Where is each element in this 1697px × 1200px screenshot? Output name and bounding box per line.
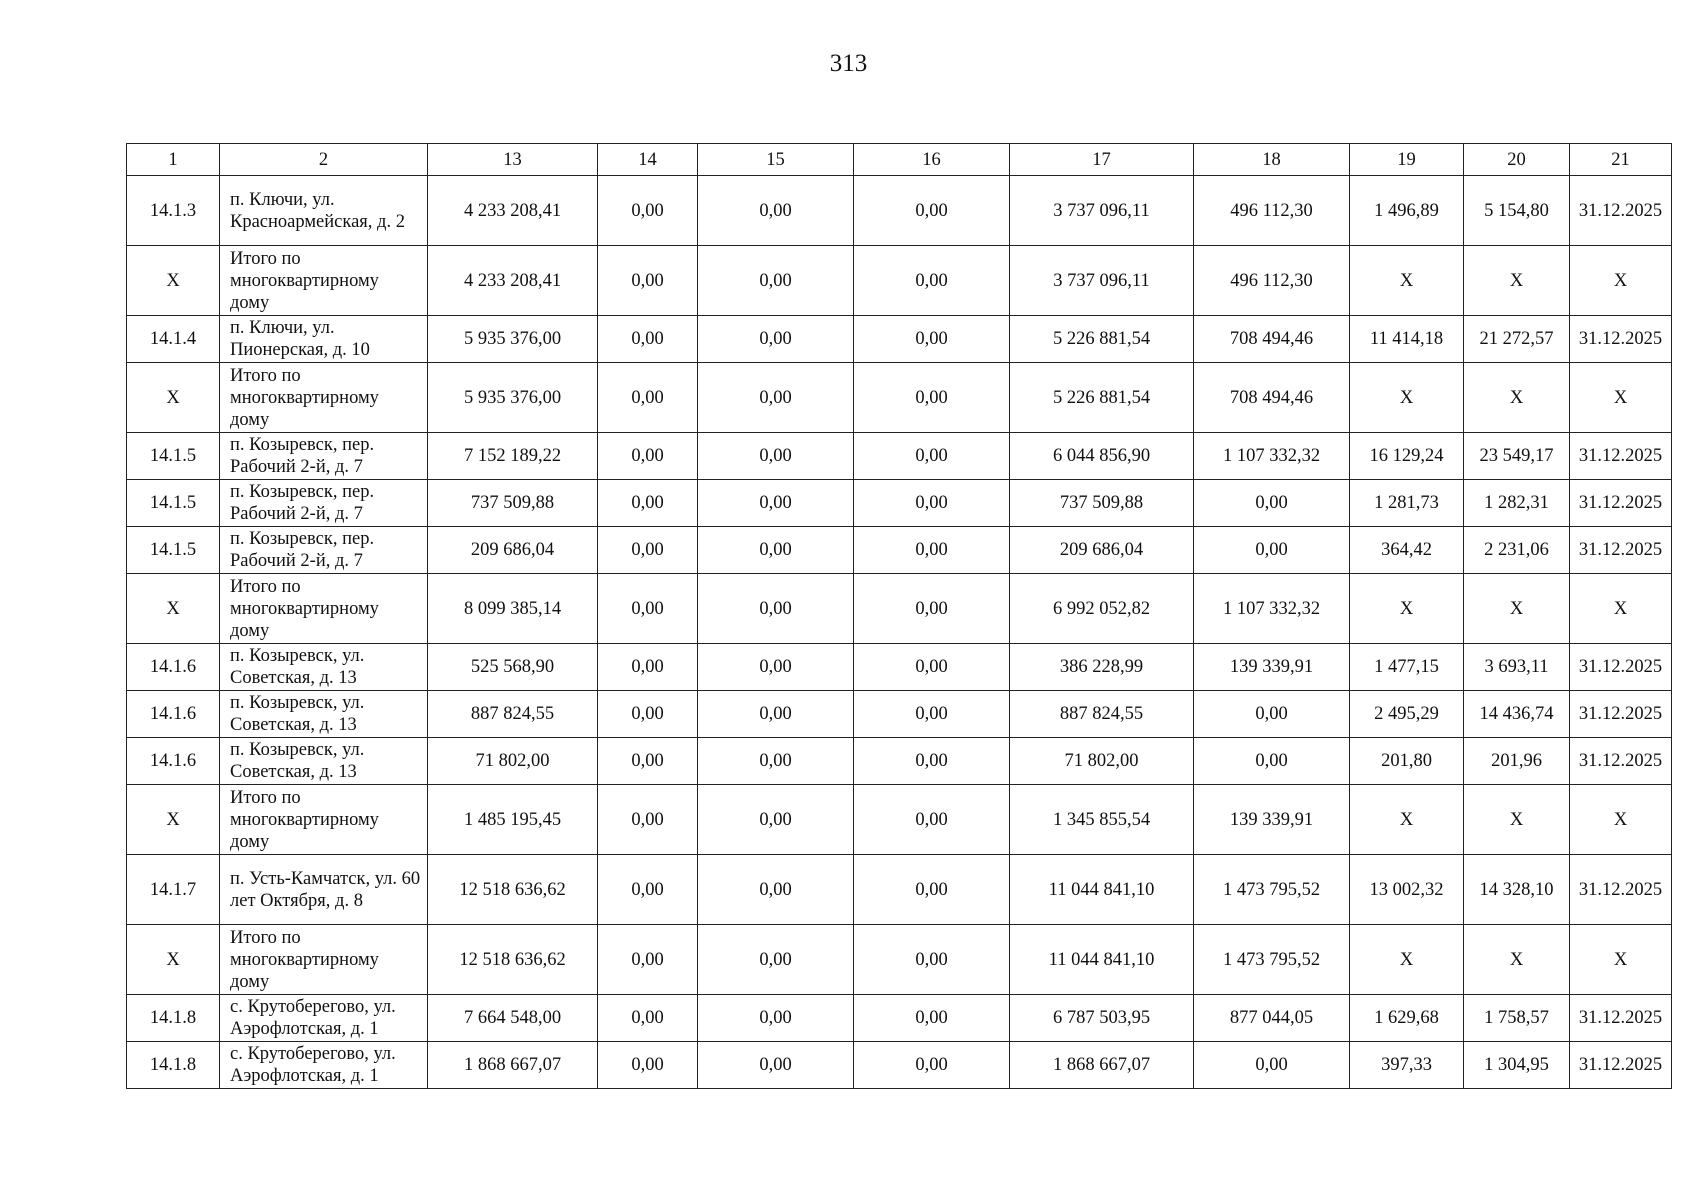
- column-header: 17: [1010, 144, 1194, 176]
- col-20-value: X: [1464, 574, 1570, 644]
- col-16-value: 0,00: [854, 995, 1010, 1042]
- table-row: [127, 176, 1672, 246]
- address: п. Козыревск, ул. Советская, д. 13: [220, 644, 428, 691]
- col-15-value: 0,00: [698, 855, 854, 925]
- col-15-value: 0,00: [698, 316, 854, 363]
- address: Итого по многоквартирному дому: [220, 574, 428, 644]
- col-15-value: 0,00: [698, 644, 854, 691]
- table-row: [127, 644, 1672, 691]
- col-13-value: 7 664 548,00: [428, 995, 598, 1042]
- col-20-value: X: [1464, 925, 1570, 995]
- col-13-value: 5 935 376,00: [428, 316, 598, 363]
- column-header: 18: [1194, 144, 1350, 176]
- col-16-value: 0,00: [854, 1042, 1010, 1089]
- col-16-value: 0,00: [854, 855, 1010, 925]
- col-19-value: X: [1350, 925, 1464, 995]
- col-17-value: 386 228,99: [1010, 644, 1194, 691]
- col-18-value: 1 473 795,52: [1194, 855, 1350, 925]
- col-15-value: 0,00: [698, 574, 854, 644]
- table-row: [127, 995, 1672, 1042]
- col-13-value: 4 233 208,41: [428, 246, 598, 316]
- col-17-value: 3 737 096,11: [1010, 246, 1194, 316]
- address: п. Усть-Камчатск, ул. 60 лет Октября, д. 8: [220, 855, 428, 925]
- col-18-value: 1 107 332,32: [1194, 574, 1350, 644]
- col-15-value: 0,00: [698, 363, 854, 433]
- col-15-value: 0,00: [698, 691, 854, 738]
- col-19-value: 16 129,24: [1350, 433, 1464, 480]
- item-number: 14.1.6: [127, 738, 220, 785]
- address: п. Козыревск, ул. Советская, д. 13: [220, 738, 428, 785]
- table-row: [127, 480, 1672, 527]
- col-19-value: 1 477,15: [1350, 644, 1464, 691]
- address: п. Ключи, ул. Красноармейская, д. 2: [220, 176, 428, 246]
- deadline-date: X: [1570, 785, 1672, 855]
- column-header: 15: [698, 144, 854, 176]
- col-19-value: 397,33: [1350, 1042, 1464, 1089]
- col-13-value: 209 686,04: [428, 527, 598, 574]
- col-19-value: X: [1350, 363, 1464, 433]
- col-17-value: 11 044 841,10: [1010, 855, 1194, 925]
- col-15-value: 0,00: [698, 738, 854, 785]
- col-19-value: 364,42: [1350, 527, 1464, 574]
- deadline-date: 31.12.2025: [1570, 855, 1672, 925]
- deadline-date: 31.12.2025: [1570, 316, 1672, 363]
- column-header: 13: [428, 144, 598, 176]
- item-number: 14.1.8: [127, 995, 220, 1042]
- col-20-value: 3 693,11: [1464, 644, 1570, 691]
- address: п. Козыревск, пер. Рабочий 2-й, д. 7: [220, 480, 428, 527]
- col-18-value: 0,00: [1194, 691, 1350, 738]
- col-19-value: 1 629,68: [1350, 995, 1464, 1042]
- col-15-value: 0,00: [698, 433, 854, 480]
- col-13-value: 71 802,00: [428, 738, 598, 785]
- column-header: 14: [598, 144, 698, 176]
- col-18-value: 0,00: [1194, 527, 1350, 574]
- column-header: 21: [1570, 144, 1672, 176]
- table-row: [127, 1042, 1672, 1089]
- col-20-value: X: [1464, 246, 1570, 316]
- col-14-value: 0,00: [598, 574, 698, 644]
- col-14-value: 0,00: [598, 176, 698, 246]
- col-17-value: 1 345 855,54: [1010, 785, 1194, 855]
- col-20-value: 2 231,06: [1464, 527, 1570, 574]
- col-16-value: 0,00: [854, 785, 1010, 855]
- col-14-value: 0,00: [598, 995, 698, 1042]
- col-14-value: 0,00: [598, 1042, 698, 1089]
- item-number: 14.1.7: [127, 855, 220, 925]
- item-number: X: [127, 574, 220, 644]
- col-18-value: 1 473 795,52: [1194, 925, 1350, 995]
- col-15-value: 0,00: [698, 1042, 854, 1089]
- col-17-value: 6 044 856,90: [1010, 433, 1194, 480]
- col-19-value: X: [1350, 574, 1464, 644]
- table-row: [127, 855, 1672, 925]
- col-18-value: 1 107 332,32: [1194, 433, 1350, 480]
- address: п. Козыревск, пер. Рабочий 2-й, д. 7: [220, 527, 428, 574]
- deadline-date: 31.12.2025: [1570, 995, 1672, 1042]
- col-18-value: 708 494,46: [1194, 363, 1350, 433]
- address: Итого по многоквартирному дому: [220, 785, 428, 855]
- col-14-value: 0,00: [598, 785, 698, 855]
- address: с. Крутоберегово, ул. Аэрофлотская, д. 1: [220, 995, 428, 1042]
- item-number: 14.1.5: [127, 480, 220, 527]
- col-20-value: 5 154,80: [1464, 176, 1570, 246]
- col-17-value: 1 868 667,07: [1010, 1042, 1194, 1089]
- col-20-value: 1 282,31: [1464, 480, 1570, 527]
- col-18-value: 877 044,05: [1194, 995, 1350, 1042]
- item-number: X: [127, 246, 220, 316]
- col-13-value: 12 518 636,62: [428, 855, 598, 925]
- col-14-value: 0,00: [598, 363, 698, 433]
- col-14-value: 0,00: [598, 527, 698, 574]
- col-16-value: 0,00: [854, 363, 1010, 433]
- col-16-value: 0,00: [854, 246, 1010, 316]
- address: Итого по многоквартирному дому: [220, 246, 428, 316]
- table-row: [127, 316, 1672, 363]
- item-number: 14.1.6: [127, 691, 220, 738]
- col-15-value: 0,00: [698, 925, 854, 995]
- column-header: 16: [854, 144, 1010, 176]
- column-header: 2: [220, 144, 428, 176]
- col-20-value: 21 272,57: [1464, 316, 1570, 363]
- col-13-value: 7 152 189,22: [428, 433, 598, 480]
- address: Итого по многоквартирному дому: [220, 925, 428, 995]
- column-header: 20: [1464, 144, 1570, 176]
- col-14-value: 0,00: [598, 925, 698, 995]
- item-number: 14.1.5: [127, 527, 220, 574]
- col-17-value: 5 226 881,54: [1010, 316, 1194, 363]
- table-row: [127, 246, 1672, 316]
- col-15-value: 0,00: [698, 995, 854, 1042]
- item-number: X: [127, 925, 220, 995]
- col-13-value: 1 485 195,45: [428, 785, 598, 855]
- col-19-value: X: [1350, 246, 1464, 316]
- col-18-value: 0,00: [1194, 480, 1350, 527]
- table-row: [127, 785, 1672, 855]
- col-17-value: 3 737 096,11: [1010, 176, 1194, 246]
- col-14-value: 0,00: [598, 433, 698, 480]
- item-number: 14.1.6: [127, 644, 220, 691]
- col-20-value: X: [1464, 785, 1570, 855]
- col-17-value: 737 509,88: [1010, 480, 1194, 527]
- col-13-value: 737 509,88: [428, 480, 598, 527]
- deadline-date: 31.12.2025: [1570, 1042, 1672, 1089]
- col-15-value: 0,00: [698, 480, 854, 527]
- deadline-date: 31.12.2025: [1570, 644, 1672, 691]
- col-17-value: 209 686,04: [1010, 527, 1194, 574]
- col-15-value: 0,00: [698, 785, 854, 855]
- col-18-value: 0,00: [1194, 738, 1350, 785]
- col-19-value: 1 281,73: [1350, 480, 1464, 527]
- deadline-date: 31.12.2025: [1570, 176, 1672, 246]
- item-number: X: [127, 363, 220, 433]
- col-16-value: 0,00: [854, 316, 1010, 363]
- col-14-value: 0,00: [598, 691, 698, 738]
- col-17-value: 11 044 841,10: [1010, 925, 1194, 995]
- table-row: [127, 527, 1672, 574]
- column-header: 1: [127, 144, 220, 176]
- col-18-value: 496 112,30: [1194, 246, 1350, 316]
- header-row: [127, 144, 1672, 176]
- col-15-value: 0,00: [698, 176, 854, 246]
- col-20-value: 201,96: [1464, 738, 1570, 785]
- item-number: 14.1.3: [127, 176, 220, 246]
- col-19-value: 11 414,18: [1350, 316, 1464, 363]
- table-row: [127, 433, 1672, 480]
- deadline-date: 31.12.2025: [1570, 527, 1672, 574]
- col-20-value: 14 328,10: [1464, 855, 1570, 925]
- col-13-value: 12 518 636,62: [428, 925, 598, 995]
- deadline-date: 31.12.2025: [1570, 738, 1672, 785]
- col-14-value: 0,00: [598, 316, 698, 363]
- item-number: X: [127, 785, 220, 855]
- deadline-date: X: [1570, 363, 1672, 433]
- table-row: [127, 738, 1672, 785]
- item-number: 14.1.5: [127, 433, 220, 480]
- deadline-date: 31.12.2025: [1570, 433, 1672, 480]
- col-20-value: 1 304,95: [1464, 1042, 1570, 1089]
- item-number: 14.1.8: [127, 1042, 220, 1089]
- col-13-value: 887 824,55: [428, 691, 598, 738]
- col-18-value: 708 494,46: [1194, 316, 1350, 363]
- table-row: [127, 691, 1672, 738]
- data-table: [126, 143, 1672, 1089]
- table-row: [127, 363, 1672, 433]
- table-row: [127, 925, 1672, 995]
- col-13-value: 525 568,90: [428, 644, 598, 691]
- deadline-date: X: [1570, 574, 1672, 644]
- deadline-date: X: [1570, 246, 1672, 316]
- address: с. Крутоберегово, ул. Аэрофлотская, д. 1: [220, 1042, 428, 1089]
- col-16-value: 0,00: [854, 480, 1010, 527]
- col-13-value: 1 868 667,07: [428, 1042, 598, 1089]
- col-19-value: 13 002,32: [1350, 855, 1464, 925]
- col-15-value: 0,00: [698, 527, 854, 574]
- col-20-value: 23 549,17: [1464, 433, 1570, 480]
- address: Итого по многоквартирному дому: [220, 363, 428, 433]
- col-14-value: 0,00: [598, 644, 698, 691]
- col-18-value: 0,00: [1194, 1042, 1350, 1089]
- table-row: [127, 574, 1672, 644]
- col-19-value: 1 496,89: [1350, 176, 1464, 246]
- table-body: [127, 176, 1672, 1089]
- col-16-value: 0,00: [854, 738, 1010, 785]
- col-17-value: 71 802,00: [1010, 738, 1194, 785]
- col-16-value: 0,00: [854, 925, 1010, 995]
- page-number: 313: [829, 50, 868, 77]
- address: п. Козыревск, ул. Советская, д. 13: [220, 691, 428, 738]
- item-number: 14.1.4: [127, 316, 220, 363]
- col-19-value: X: [1350, 785, 1464, 855]
- col-16-value: 0,00: [854, 176, 1010, 246]
- col-19-value: 201,80: [1350, 738, 1464, 785]
- deadline-date: X: [1570, 925, 1672, 995]
- col-17-value: 5 226 881,54: [1010, 363, 1194, 433]
- col-16-value: 0,00: [854, 691, 1010, 738]
- table-header: [127, 144, 1672, 176]
- col-14-value: 0,00: [598, 246, 698, 316]
- col-20-value: X: [1464, 363, 1570, 433]
- deadline-date: 31.12.2025: [1570, 480, 1672, 527]
- address: п. Козыревск, пер. Рабочий 2-й, д. 7: [220, 433, 428, 480]
- col-16-value: 0,00: [854, 527, 1010, 574]
- col-20-value: 14 436,74: [1464, 691, 1570, 738]
- col-13-value: 5 935 376,00: [428, 363, 598, 433]
- col-20-value: 1 758,57: [1464, 995, 1570, 1042]
- col-18-value: 139 339,91: [1194, 644, 1350, 691]
- col-18-value: 139 339,91: [1194, 785, 1350, 855]
- col-17-value: 6 992 052,82: [1010, 574, 1194, 644]
- col-17-value: 887 824,55: [1010, 691, 1194, 738]
- col-13-value: 4 233 208,41: [428, 176, 598, 246]
- col-16-value: 0,00: [854, 574, 1010, 644]
- col-15-value: 0,00: [698, 246, 854, 316]
- col-13-value: 8 099 385,14: [428, 574, 598, 644]
- col-18-value: 496 112,30: [1194, 176, 1350, 246]
- address: п. Ключи, ул. Пионерская, д. 10: [220, 316, 428, 363]
- col-14-value: 0,00: [598, 855, 698, 925]
- col-19-value: 2 495,29: [1350, 691, 1464, 738]
- col-16-value: 0,00: [854, 644, 1010, 691]
- col-14-value: 0,00: [598, 738, 698, 785]
- col-14-value: 0,00: [598, 480, 698, 527]
- col-17-value: 6 787 503,95: [1010, 995, 1194, 1042]
- deadline-date: 31.12.2025: [1570, 691, 1672, 738]
- col-16-value: 0,00: [854, 433, 1010, 480]
- column-header: 19: [1350, 144, 1464, 176]
